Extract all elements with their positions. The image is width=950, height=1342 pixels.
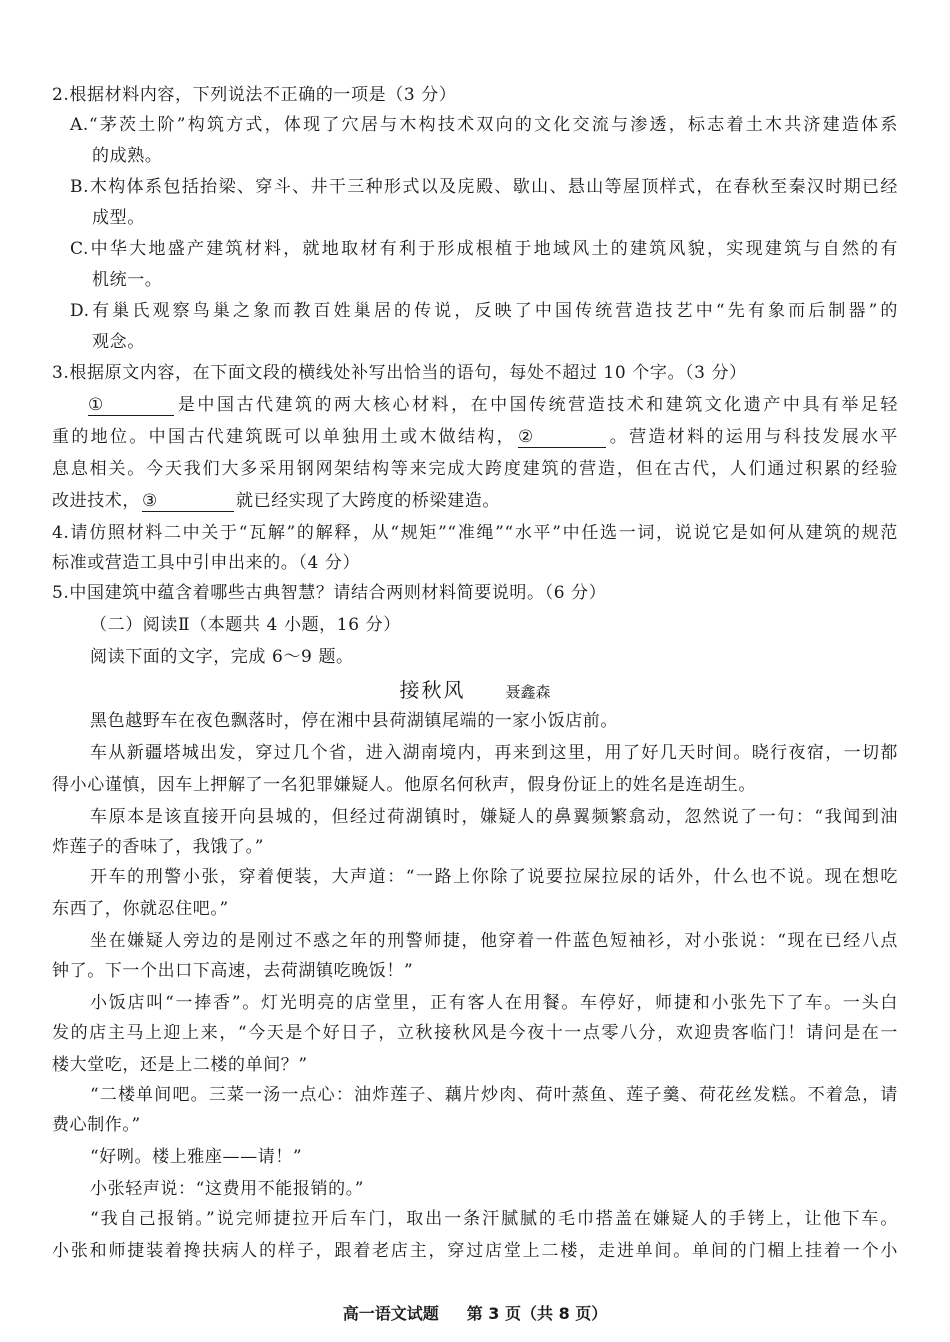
story-paragraph: “好咧。楼上雅座——请！” [90, 1147, 303, 1167]
page-number: 第 3 页（共 8 页） [466, 1304, 608, 1323]
story-paragraph: 开车的刑警小张，穿着便装，大声道：“一路上你除了说要拉屎拉尿的话外，什么也不说。现在想吃 [90, 867, 898, 887]
story-paragraph-cont: 楼大堂吃，还是上二楼的单间？” [52, 1055, 308, 1075]
story-paragraph: 小饭店叫“一捧香”。灯光明亮的店堂里，正有客人在用餐。车停好，师捷和小张先下了车。一头白 [90, 993, 898, 1013]
story-paragraph-cont: 得小心谨慎，因车上押解了一名犯罪嫌疑人。他原名何秋声，假身份证上的姓名是连胡生。 [52, 775, 756, 795]
fill-blank-3[interactable]: ③ [142, 491, 234, 512]
fill-blank-1[interactable]: ① [88, 395, 174, 416]
story-paragraph: 坐在嫌疑人旁边的是刚过不惑之年的刑警师捷，他穿着一件蓝色短袖衫，对小张说：“现在已经八点 [90, 931, 898, 951]
q2-option-b: B.木构体系包括抬梁、穿斗、井干三种形式以及庑殿、歇山、悬山等屋顶样式，在春秋至秦汉时期已经 [70, 177, 898, 197]
story-paragraph: 小张轻声说：“这费用不能报销的。” [90, 1179, 365, 1199]
q3-passage-line [52, 488, 898, 514]
q3-passage-line: 息息相关。今天我们大多采用钢网架结构等来完成大跨度建筑的营造，但在古代，人们通过积累的经验 [52, 459, 898, 479]
story-paragraph-cont: 发的店主马上迎上来，“今天是个好日子，立秋接秋风是今夜十一点零八分，欢迎贵客临门！请问是在一 [52, 1023, 898, 1043]
q4-stem-cont: 标准或营造工具中引申出来的。（4 分） [52, 553, 361, 573]
q3-passage-text: 就已经实现了大跨度的桥梁建造。 [236, 491, 500, 511]
story-paragraph: “二楼单间吧。三菜一汤一点心：油炸莲子、藕片炒肉、荷叶蒸鱼、莲子羹、荷花丝发糕。不着急，请 [90, 1085, 898, 1105]
story-paragraph: 车原本是该直接开向县城的，但经过荷湖镇时，嫌疑人的鼻翼频繁翕动，忽然说了一句：“我闻到油 [90, 807, 898, 827]
q2-option-a-cont: 的成熟。 [92, 146, 163, 166]
q4-stem: 4.请仿照材料二中关于“瓦解”的解释，从“规矩”“准绳”“水平”中任选一词，说说它是如何从建筑的规范 [52, 523, 898, 543]
section-heading: （二）阅读Ⅱ（本题共 4 小题，16 分） [90, 615, 401, 635]
q3-passage-text: 。营造材料的运用与科技发展水平 [608, 427, 898, 447]
story-paragraph: “我自己报销。”说完师捷拉开后车门，取出一条汗腻腻的毛巾搭盖在嫌疑人的手铐上，让他下车。 [90, 1209, 898, 1229]
q3-passage-text: 改进技术， [52, 491, 140, 511]
story-paragraph-cont: 炸莲子的香味了，我饿了。” [52, 837, 264, 857]
fill-blank-2[interactable]: ② [518, 427, 606, 448]
q3-passage-text: 重的地位。中国古代建筑既可以单独用土或木做结构， [52, 427, 516, 447]
story-title-row [0, 676, 950, 704]
story-author: 聂鑫森 [505, 683, 551, 701]
q2-option-b-cont: 成型。 [92, 208, 145, 228]
story-paragraph-cont: 费心制作。” [52, 1115, 141, 1135]
q3-passage-text: 是中国古代建筑的两大核心材料，在中国传统营造技术和建筑文化遗产中具有举足轻 [176, 395, 898, 415]
q2-stem: 2.根据材料内容，下列说法不正确的一项是（3 分） [52, 85, 457, 105]
page-footer [0, 1302, 950, 1326]
story-paragraph: 车从新疆塔城出发，穿过几个省，进入湖南境内，再来到这里，用了好几天时间。晓行夜宿，一切都 [90, 743, 898, 763]
q2-option-d-cont: 观念。 [92, 332, 145, 352]
story-paragraph-cont: 钟了。下一个出口下高速，去荷湖镇吃晚饭！” [52, 961, 414, 981]
story-title: 接秋风 [399, 678, 466, 702]
story-paragraph-cont: 东西了，你就忍住吧。” [52, 899, 229, 919]
q3-passage-line [52, 392, 898, 418]
q2-option-c-cont: 机统一。 [92, 270, 163, 290]
q3-passage-line [52, 424, 898, 450]
q2-option-c: C.中华大地盛产建筑材料，就地取材有利于形成根植于地域风土的建筑风貌，实现建筑与自然的有 [70, 239, 898, 259]
q3-stem: 3.根据原文内容，在下面文段的横线处补写出恰当的语句，每处不超过 10 个字。（3 分） [52, 363, 747, 383]
q2-option-d: D.有巢氏观察鸟巢之象而教百姓巢居的传说，反映了中国传统营造技艺中“先有象而后制器”的 [70, 301, 898, 321]
q5-stem: 5.中国建筑中蕴含着哪些古典智慧？请结合两则材料简要说明。（6 分） [52, 583, 607, 603]
section-instruction: 阅读下面的文字，完成 6～9 题。 [90, 647, 354, 667]
story-paragraph: 黑色越野车在夜色飘落时，停在湘中县荷湖镇尾端的一家小饭店前。 [90, 711, 618, 731]
q2-option-a: A.“茅茨土阶”构筑方式，体现了穴居与木构技术双向的文化交流与渗透，标志着土木共济建造体系 [70, 115, 898, 135]
exam-name: 高一语文试题 [342, 1304, 439, 1323]
story-paragraph-cont: 小张和师捷装着搀扶病人的样子，跟着老店主，穿过店堂上二楼，走进单间。单间的门楣上挂着一个小 [52, 1241, 898, 1261]
